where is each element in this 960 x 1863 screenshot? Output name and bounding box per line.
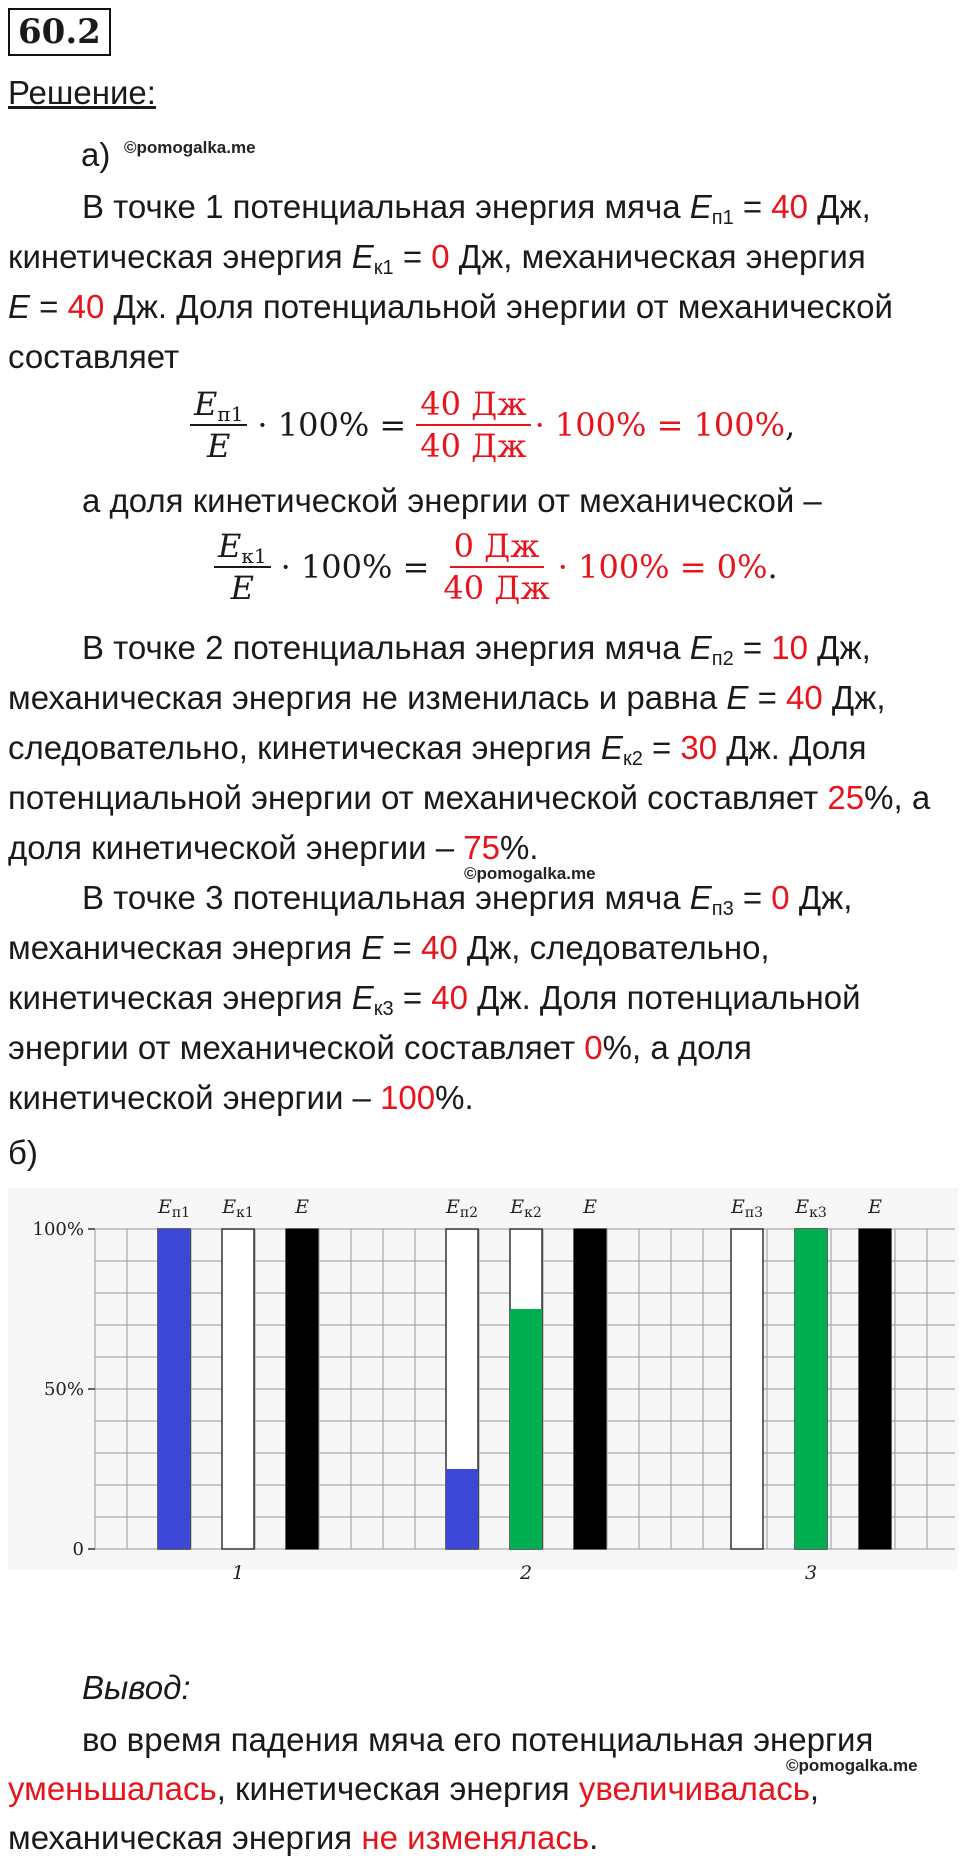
bar-label: $E_{п1}$ [157, 1196, 191, 1221]
p3-line-5: кинетической энергии – 100%. [8, 1079, 474, 1116]
formula-potential-share: $\frac{E_{п1}}{E}$ · 100% = $\frac{40 Дж}{40 Дж}$ · 100% = 100% , [186, 384, 795, 466]
bar-label: $E_{п2}$ [445, 1196, 479, 1221]
bar-label: $E_{к1}$ [222, 1196, 254, 1221]
p1-line-3: E = 40 Дж. Доля потенциальной энергии от механической [8, 288, 893, 325]
p1-line-2: кинетическая энергия $E_{к1} = 0$ Дж, механическая энергия [8, 238, 866, 279]
p2-line-1: В точке 2 потенциальная энергия мяча $E_{п2} = 10$ Дж, [82, 629, 871, 670]
watermark-bottom: ©pomogalka.me [786, 1756, 918, 1775]
y-tick-label: 50% [43, 1379, 84, 1400]
bar-outline [731, 1229, 763, 1549]
p1-line-1: В точке 1 потенциальная энергия мяча $E_{п1} = 40$ Дж, [82, 188, 871, 229]
bar-label: $E_{к2}$ [510, 1196, 542, 1221]
energy-bar-chart [0, 1180, 960, 1600]
bar-outline [222, 1229, 254, 1549]
bar-fill [446, 1469, 478, 1549]
conclusion-line-3: механическая энергия не изменялась. [8, 1819, 599, 1856]
bar-fill [795, 1229, 827, 1549]
y-tick-label: 100% [32, 1219, 84, 1240]
p2-line-5: доля кинетической энергии – 75%. [8, 829, 539, 866]
p2-line-2: механическая энергия не изменилась и равна E = 40 Дж, [8, 679, 886, 716]
bar-fill [510, 1309, 542, 1549]
watermark-top: ©pomogalka.me [124, 138, 256, 157]
solution-heading: Решение: [8, 74, 156, 111]
group-label: 2 [519, 1562, 533, 1584]
part-b-label: б) [8, 1134, 38, 1171]
bar-label: E [868, 1196, 882, 1218]
conclusion-line-2: уменьшалась, кинетическая энергия увеличивалась, [8, 1770, 820, 1807]
fraction-ek1-over-e: $\frac{E_{к1}}{E}$ [214, 526, 271, 608]
bar-fill [859, 1229, 891, 1549]
part-a-label: а) [81, 136, 111, 173]
mid-line: а доля кинетической энергии от механической – [82, 482, 822, 519]
bar-label: E [583, 1196, 597, 1218]
p3-line-1: В точке 3 потенциальная энергия мяча $E_{п3} = 0$ Дж, [82, 879, 853, 920]
bar-label: $E_{к3}$ [795, 1196, 827, 1221]
fraction-ep1-over-e: $\frac{E_{п1}}{E}$ [190, 384, 247, 466]
fraction-0-over-40: $\frac{0 Дж}{40 Дж}$ [443, 527, 550, 607]
watermark-middle: ©pomogalka.me [464, 864, 596, 883]
p3-line-4: энергии от механической составляет 0%, а доля [8, 1029, 752, 1066]
p3-line-2: механическая энергия E = 40 Дж, следовательно, [8, 929, 770, 966]
fraction-40-over-40: $\frac{40 Дж}{40 Дж}$ [416, 384, 530, 466]
bar-fill [286, 1229, 318, 1549]
bar-label: $E_{п3}$ [730, 1196, 764, 1221]
p2-line-3: следовательно, кинетическая энергия $E_{к2} = 30$ Дж. Доля [8, 729, 867, 770]
bar-label: E [295, 1196, 309, 1218]
bar-fill [158, 1229, 190, 1549]
y-tick-label: 0 [72, 1539, 84, 1560]
task-number: 60.2 [8, 8, 111, 56]
bar-fill [574, 1229, 606, 1549]
p2-line-4: потенциальной энергии от механической составляет 25%, а [8, 779, 931, 816]
conclusion-line-1: во время падения мяча его потенциальная энергия [82, 1721, 874, 1758]
formula-kinetic-share: $\frac{E_{к1}}{E}$ · 100% = $\frac{0 Дж}{40 Дж}$ · 100% = 0% . [210, 526, 778, 608]
conclusion-title: Вывод: [82, 1669, 191, 1706]
p1-line-4: составляет [8, 338, 180, 375]
group-label: 1 [231, 1562, 245, 1584]
group-label: 3 [804, 1562, 818, 1584]
p3-line-3: кинетическая энергия $E_{к3} = 40$ Дж. Доля потенциальной [8, 979, 861, 1020]
